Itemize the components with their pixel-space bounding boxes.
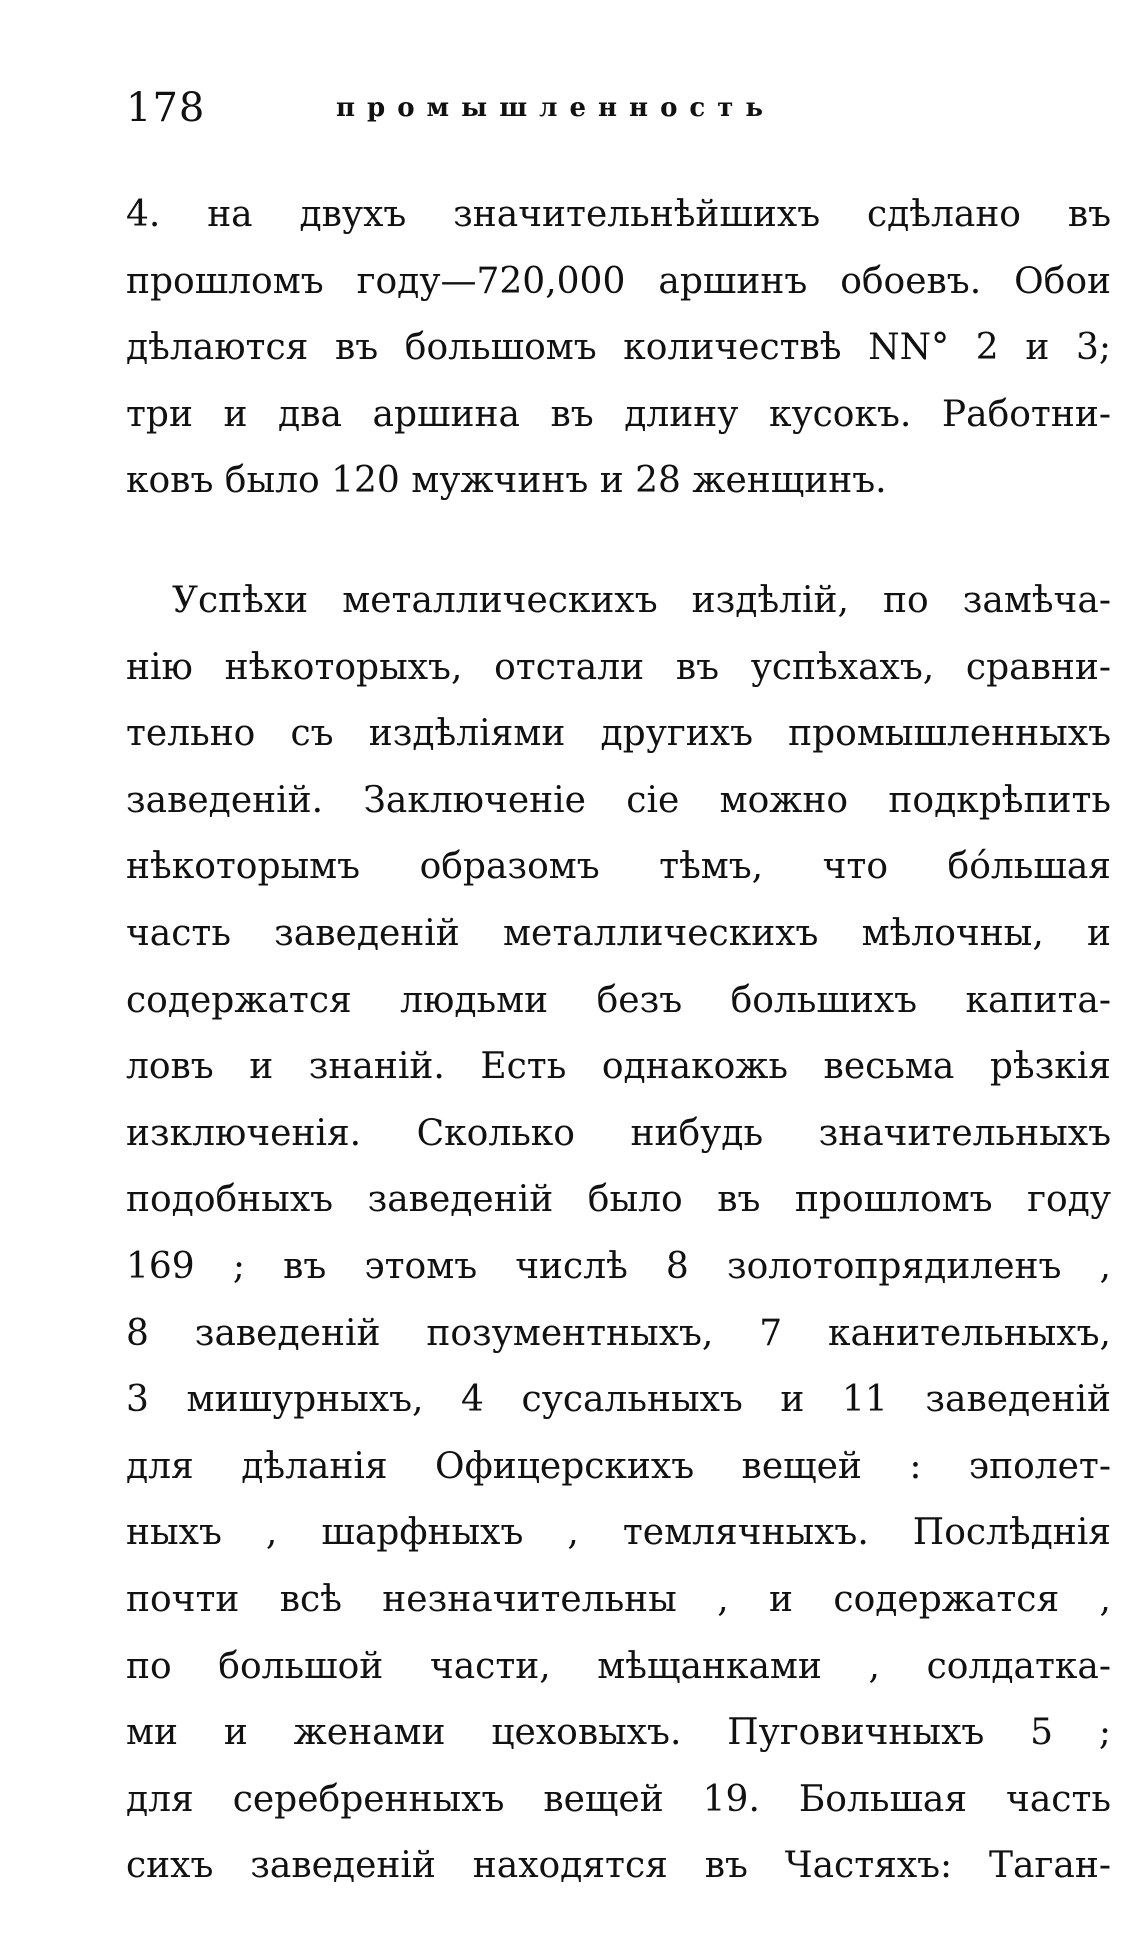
text-line: для серебренныхъ вещей 19. Большая часть [126,1778,1111,1820]
paragraph-1 [126,182,1111,515]
text-line: 4. на двухъ значительнѣйшихъ сдѣлано въ [126,194,1111,235]
text-line: 8 заведеній позументныхъ, 7 канительныхъ, [126,1312,1111,1354]
text-line: нію нѣкоторыхъ, отстали въ успѣхахъ, сравни- [126,646,1111,688]
text-line: для дѣланія Офицерскихъ вещей : эполет- [126,1445,1111,1487]
text-line: почти всѣ незначительны , и содержатся , [126,1578,1111,1620]
page-header [126,78,1111,138]
text-line: 3 мишурныхъ, 4 сусальныхъ и 11 заведеній [126,1379,1111,1421]
text-line: заведеній. Заключеніе сіе можно подкрѣпить [126,779,1111,821]
text-line: часть заведеній металлическихъ мѣлочны, и [126,912,1111,954]
page-number: 178 [126,85,206,131]
text-line: ныхъ , шарфныхъ , темлячныхъ. Послѣднія [126,1512,1111,1554]
text-line: дѣлаются въ большомъ количествѣ NN° 2 и 3; [126,327,1111,369]
text-line: сихъ заведеній находятся въ Частяхъ: Таган- [126,1845,1111,1887]
paragraph-2 [126,568,1111,1900]
text-line: нѣкоторымъ образомъ тѣмъ, что бо́льшая [126,846,1111,888]
text-line: Успѣхи металлическихъ издѣлій, по замѣча- [172,580,1111,621]
text-line: ловъ и знаній. Есть однакожь весьма рѣзкія [126,1046,1111,1088]
text-line: 169 ; въ этомъ числѣ 8 золотопрядиленъ , [126,1245,1111,1287]
text-line: подобныхъ заведеній было въ прошломъ году [126,1179,1111,1221]
text-line: ми и женами цеховыхъ. Пуговичныхъ 5 ; [126,1712,1111,1754]
text-line: прошломъ году—720,000 аршинъ обоевъ. Обои [126,260,1111,302]
text-line: содержатся людьми безъ большихъ капита- [126,979,1111,1021]
text-line: три и два аршина въ длину кусокъ. Работни- [126,393,1111,435]
text-line: тельно съ издѣліями другихъ промышленныхъ [126,713,1111,755]
text-line: изключенія. Сколько нибудь значительныхъ [126,1112,1111,1154]
text-line: по большой части, мѣщанками , солдатка- [126,1645,1111,1687]
running-title: промышленность [336,93,776,123]
text-line: ковъ было 120 мужчинъ и 28 женщинъ. [126,460,887,502]
